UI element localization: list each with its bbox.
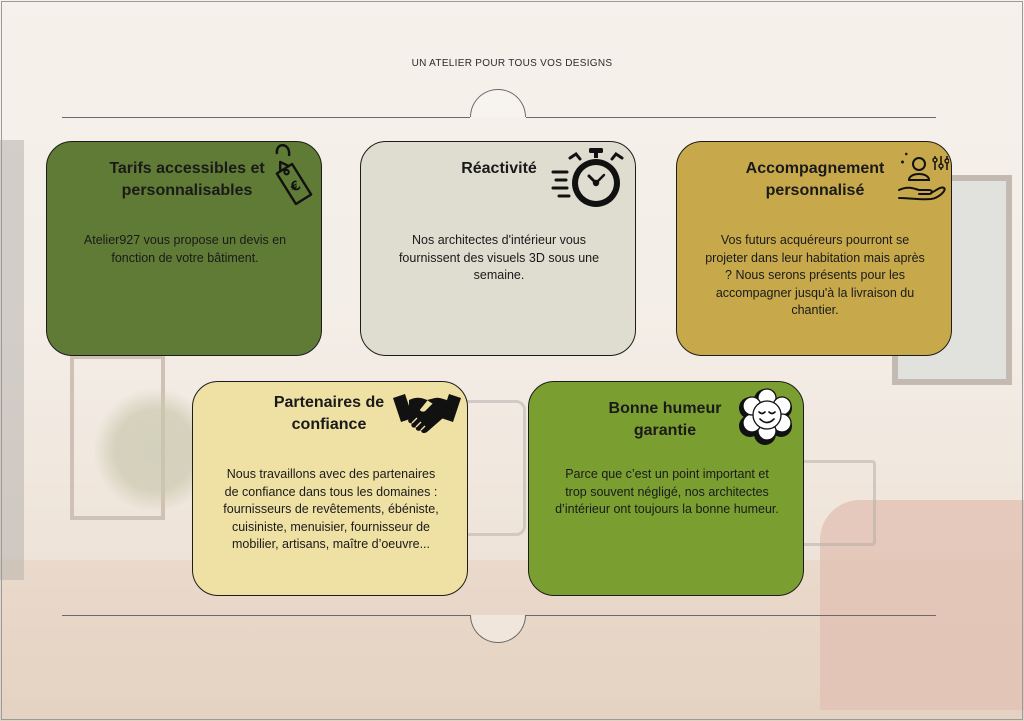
top-divider-left <box>62 117 470 118</box>
card-title-line: Partenaires de <box>273 394 385 411</box>
card-title-line: Accompagnement <box>745 160 885 177</box>
card-description: Nos architectes d'intérieur vous fournissent des visuels 3D sous une semaine. <box>398 233 600 282</box>
card-description: Nous travaillons avec des partenaires de confiance dans tous les domaines : fournisseurs de revêtements, ébéniste, cuisiniste, menuisier, fournisseur de mobilier, artisans, maître d’oeuvre... <box>223 467 439 551</box>
bottom-divider-left <box>62 615 470 616</box>
card-title-line: Bonne humeur <box>608 400 722 417</box>
card-tarifs <box>46 141 322 356</box>
card-description: Atelier927 vous propose un devis en fonction de votre bâtiment. <box>83 233 287 265</box>
card-title <box>585 398 745 442</box>
card-accompagnement <box>676 141 952 356</box>
card-title <box>243 392 415 436</box>
bottom-divider-right <box>526 615 936 616</box>
page-heading: UN ATELIER POUR TOUS VOS DESIGNS <box>411 58 613 69</box>
top-divider-right <box>526 117 936 118</box>
handshake-icon <box>391 388 463 438</box>
hand-support-icon <box>897 150 949 202</box>
card-title-line: garantie <box>633 422 697 439</box>
price-tag-euro-icon <box>269 144 319 210</box>
card-title <box>717 158 913 202</box>
smiling-flower-icon <box>735 386 799 450</box>
card-title-line: Tarifs accessibles et <box>109 160 265 177</box>
card-title-line: Réactivité <box>461 160 537 177</box>
card-reactivite <box>360 141 636 356</box>
card-title <box>431 158 567 180</box>
card-description: Vos futurs acquéreurs pourront se projeter dans leur habitation mais après ? Nous serons présents pour les accompagner jusqu'à la livraison du chantier. <box>705 233 925 317</box>
card-title-line: confiance <box>291 416 367 433</box>
card-title-line: personnalisables <box>121 182 253 199</box>
card-title <box>87 158 287 202</box>
card-title-line: personnalisé <box>765 182 865 199</box>
card-partenaires <box>192 381 468 596</box>
card-bonne-humeur <box>528 381 804 596</box>
card-description: Parce que c’est un point important et trop souvent négligé, nos architectes d’intérieur ont toujours la bonne humeur. <box>555 467 779 516</box>
svg-text:€: € <box>288 178 304 196</box>
stopwatch-icon <box>551 146 631 212</box>
